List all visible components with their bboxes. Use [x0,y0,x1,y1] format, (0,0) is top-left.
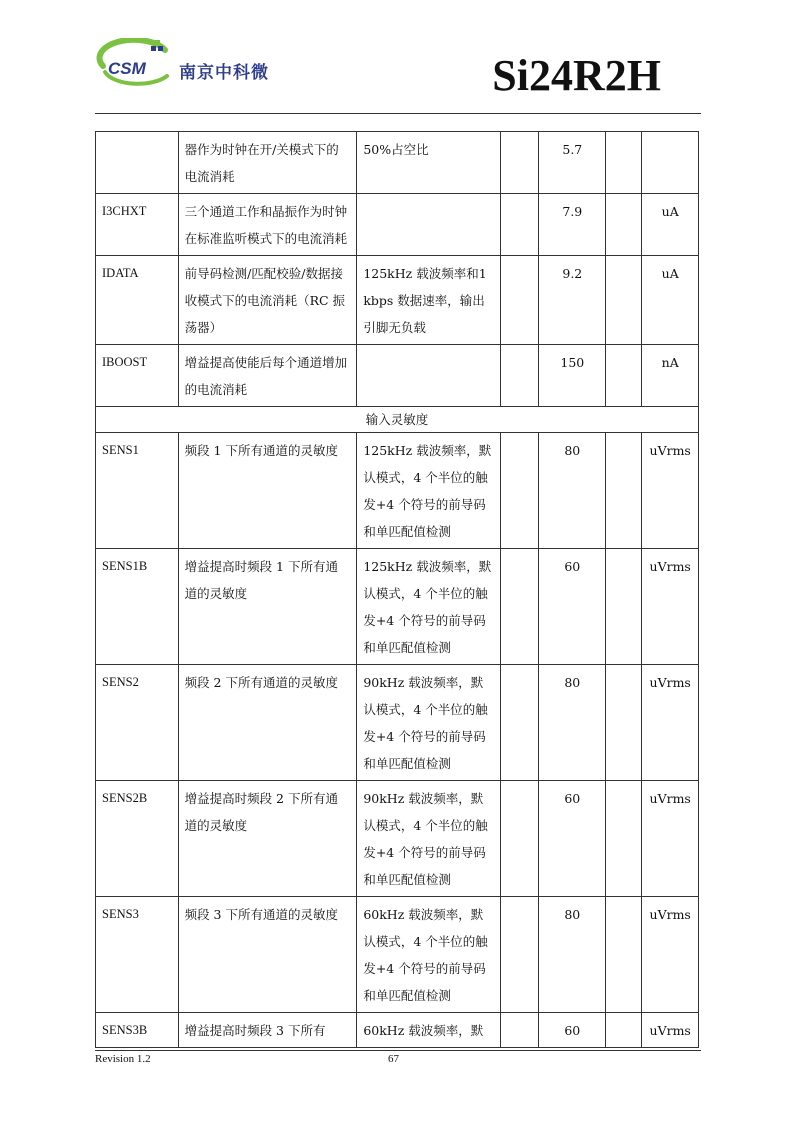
cell-condition: 125kHz 载波频率和1kbps 数据速率，输出引脚无负载 [357,256,501,345]
footer-divider [95,1050,701,1051]
cell-max [606,781,642,897]
cell-description: 频段 1 下所有通道的灵敏度 [178,433,357,549]
page-number: 67 [388,1053,399,1065]
header-divider [95,113,701,114]
table-row [96,132,699,194]
cell-symbol [96,132,179,194]
cell-description: 前导码检测/匹配校验/数据接收模式下的电流消耗（RC 振荡器） [178,256,357,345]
cell-min [501,665,539,781]
table-row [96,549,699,665]
cell-condition: 50%占空比 [357,132,501,194]
cell-condition: 125kHz 载波频率，默认模式，4 个半位的触发+4 个符号的前导码和单匹配值检测 [357,433,501,549]
cell-max [606,194,642,256]
table-row [96,781,699,897]
cell-unit: uVrms [642,433,699,549]
cell-condition [357,345,501,407]
cell-min [501,781,539,897]
cell-unit: uA [642,194,699,256]
cell-typ: 60 [539,1013,606,1048]
cell-unit: uVrms [642,665,699,781]
spec-table-body [96,132,699,1048]
cell-description: 增益提高时频段 2 下所有通道的灵敏度 [178,781,357,897]
company-name: 南京中科微 [179,63,269,83]
logo-text: CSM [108,59,146,78]
cell-max [606,897,642,1013]
cell-description: 增益提高时频段 3 下所有 [178,1013,357,1048]
cell-typ: 80 [539,433,606,549]
cell-max [606,1013,642,1048]
cell-typ: 5.7 [539,132,606,194]
cell-symbol: SENS1B [96,549,179,665]
spec-table [95,131,699,1048]
table-row [96,194,699,256]
table-row [96,1013,699,1048]
cell-max [606,256,642,345]
cell-condition: 90kHz 载波频率，默认模式，4 个半位的触发+4 个符号的前导码和单匹配值检测 [357,781,501,897]
cell-unit: uVrms [642,781,699,897]
cell-max [606,132,642,194]
cell-condition: 60kHz 载波频率，默认模式，4 个半位的触发+4 个符号的前导码和单匹配值检测 [357,897,501,1013]
table-row [96,256,699,345]
cell-typ: 60 [539,781,606,897]
cell-max [606,549,642,665]
cell-unit: uVrms [642,1013,699,1048]
cell-typ: 80 [539,897,606,1013]
page-header [95,30,701,114]
cell-symbol: IBOOST [96,345,179,407]
cell-max [606,433,642,549]
cell-symbol: IDATA [96,256,179,345]
cell-min [501,897,539,1013]
cell-description: 器作为时钟在开/关模式下的电流消耗 [178,132,357,194]
cell-unit: uVrms [642,549,699,665]
cell-symbol: SENS2B [96,781,179,897]
section-row [96,407,699,433]
cell-condition: 90kHz 载波频率，默认模式，4 个半位的触发+4 个符号的前导码和单匹配值检测 [357,665,501,781]
cell-symbol: SENS3B [96,1013,179,1048]
cell-max [606,345,642,407]
cell-typ: 150 [539,345,606,407]
cell-condition: 60kHz 载波频率，默 [357,1013,501,1048]
table-row [96,665,699,781]
section-heading: 输入灵敏度 [96,407,699,433]
cell-symbol: SENS2 [96,665,179,781]
cell-symbol: I3CHXT [96,194,179,256]
revision-label: Revision 1.2 [95,1053,151,1065]
cell-symbol: SENS3 [96,897,179,1013]
table-row [96,433,699,549]
cell-description: 频段 3 下所有通道的灵敏度 [178,897,357,1013]
cell-typ: 60 [539,549,606,665]
cell-typ: 7.9 [539,194,606,256]
cell-unit [642,132,699,194]
table-row [96,897,699,1013]
cell-min [501,256,539,345]
cell-min [501,433,539,549]
cell-min [501,549,539,665]
cell-description: 三个通道工作和晶振作为时钟在标准监听模式下的电流消耗 [178,194,357,256]
cell-unit: nA [642,345,699,407]
cell-min [501,194,539,256]
document-title: Si24R2H [492,51,661,100]
cell-description: 增益提高使能后每个通道增加的电流消耗 [178,345,357,407]
cell-condition [357,194,501,256]
cell-min [501,345,539,407]
cell-min [501,132,539,194]
cell-symbol: SENS1 [96,433,179,549]
cell-unit: uA [642,256,699,345]
cell-typ: 9.2 [539,256,606,345]
company-logo [95,38,295,88]
cell-description: 增益提高时频段 1 下所有通道的灵敏度 [178,549,357,665]
cell-typ: 80 [539,665,606,781]
csm-logo-icon [95,38,179,88]
cell-condition: 125kHz 载波频率，默认模式，4 个半位的触发+4 个符号的前导码和单匹配值检测 [357,549,501,665]
cell-min [501,1013,539,1048]
cell-unit: uVrms [642,897,699,1013]
cell-max [606,665,642,781]
cell-description: 频段 2 下所有通道的灵敏度 [178,665,357,781]
table-row [96,345,699,407]
